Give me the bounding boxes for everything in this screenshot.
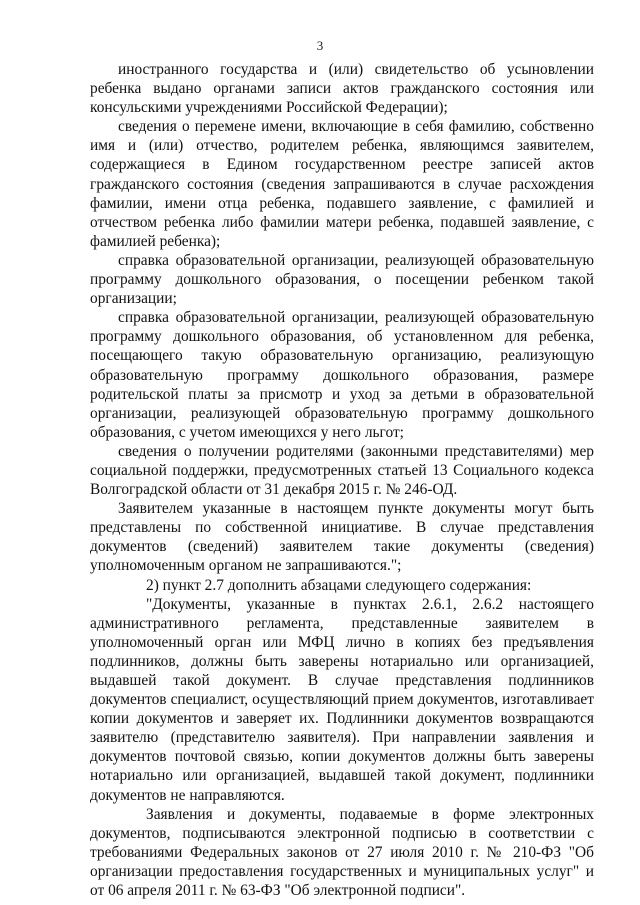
document-body [90,60,594,900]
paragraph-electronic-signature: Заявления и документы, подаваемые в форме электронных документов, подписываются электронной подписью в соответствии с требованиями Федеральных законов от 27 июля 2010 г. № 210-ФЗ "Об организации предоставления государственных и муниципальных услуг" и от 06 апреля 2011 г. № 63-ФЗ "Об электронной подписи". [90,805,594,900]
paragraph-attendance-certificate: справка образовательной организации, реализующей образовательную программу дошкольного образования, о посещении ребенком такой организации; [90,251,594,308]
paragraph-documents-certification: "Документы, указанные в пунктах 2.6.1, 2.6.2 настоящего административного регламента, представленные заявителем в уполномоченный орган или МФЦ лично в копиях без предъявления подлинников, должны быть заверены нотариально или организацией, выдавшей такой документ. В случае представления подлинников документов специалист, осуществляющий прием документов, изготавливает копии документов и заверяет их. Подлинники документов возвращаются заявителю (представителю заявителя). При направлении заявления и документов почтовой связью, копии документов должны быть заверены нотариально или организацией, выдавшей такой документ, подлинники документов не направляются. [90,595,594,804]
paragraph-social-support-info: сведения о получении родителями (законными представителями) мер социальной поддержки, предусмотренных статьей 13 Социального кодекса Волгоградской области от 31 декабря 2015 г. № 246-ОД. [90,442,594,499]
paragraph-item-2-7: 2) пункт 2.7 дополнить абзацами следующего содержания: [146,576,532,594]
paragraph-foreign-state-certificate: иностранного государства и (или) свидетельство об усыновлении ребенка выдано органами записи актов гражданского состояния или консульскими учреждениями Российской Федерации); [90,61,594,117]
page-number: 3 [316,38,324,53]
paragraph-name-change-info: сведения о перемене имени, включающие в себя фамилию, собственно имя и (или) отчество, родителем ребенка, являющимся заявителем, содержащиеся в Едином государственном реестре записей актов гражданского состояния (сведения запрашиваются в случае расхождения фамилии, имени отца ребенка, подавшего заявление, с фамилией и отчеством ребенка либо фамилии матери ребенка, подавшей заявление, с фамилией ребенка); [90,118,594,250]
paragraph-own-initiative: Заявителем указанные в настоящем пункте документы могут быть представлены по собственной инициативе. В случае представления документов (сведений) заявителем такие документы (сведения) уполномоченным органом не запрашиваются."; [90,500,594,575]
paragraph-parental-fee-certificate: справка образовательной организации, реализующей образовательную программу дошкольного образования, об установленном для ребенка, посещающего такую образовательную организацию, реализующую образовательную программу дошкольного образования, размере родительской платы за присмотр и уход за детьми в образовательной организации, реализующей образовательную программу дошкольного образования, с учетом имеющихся у него льгот; [90,309,594,441]
